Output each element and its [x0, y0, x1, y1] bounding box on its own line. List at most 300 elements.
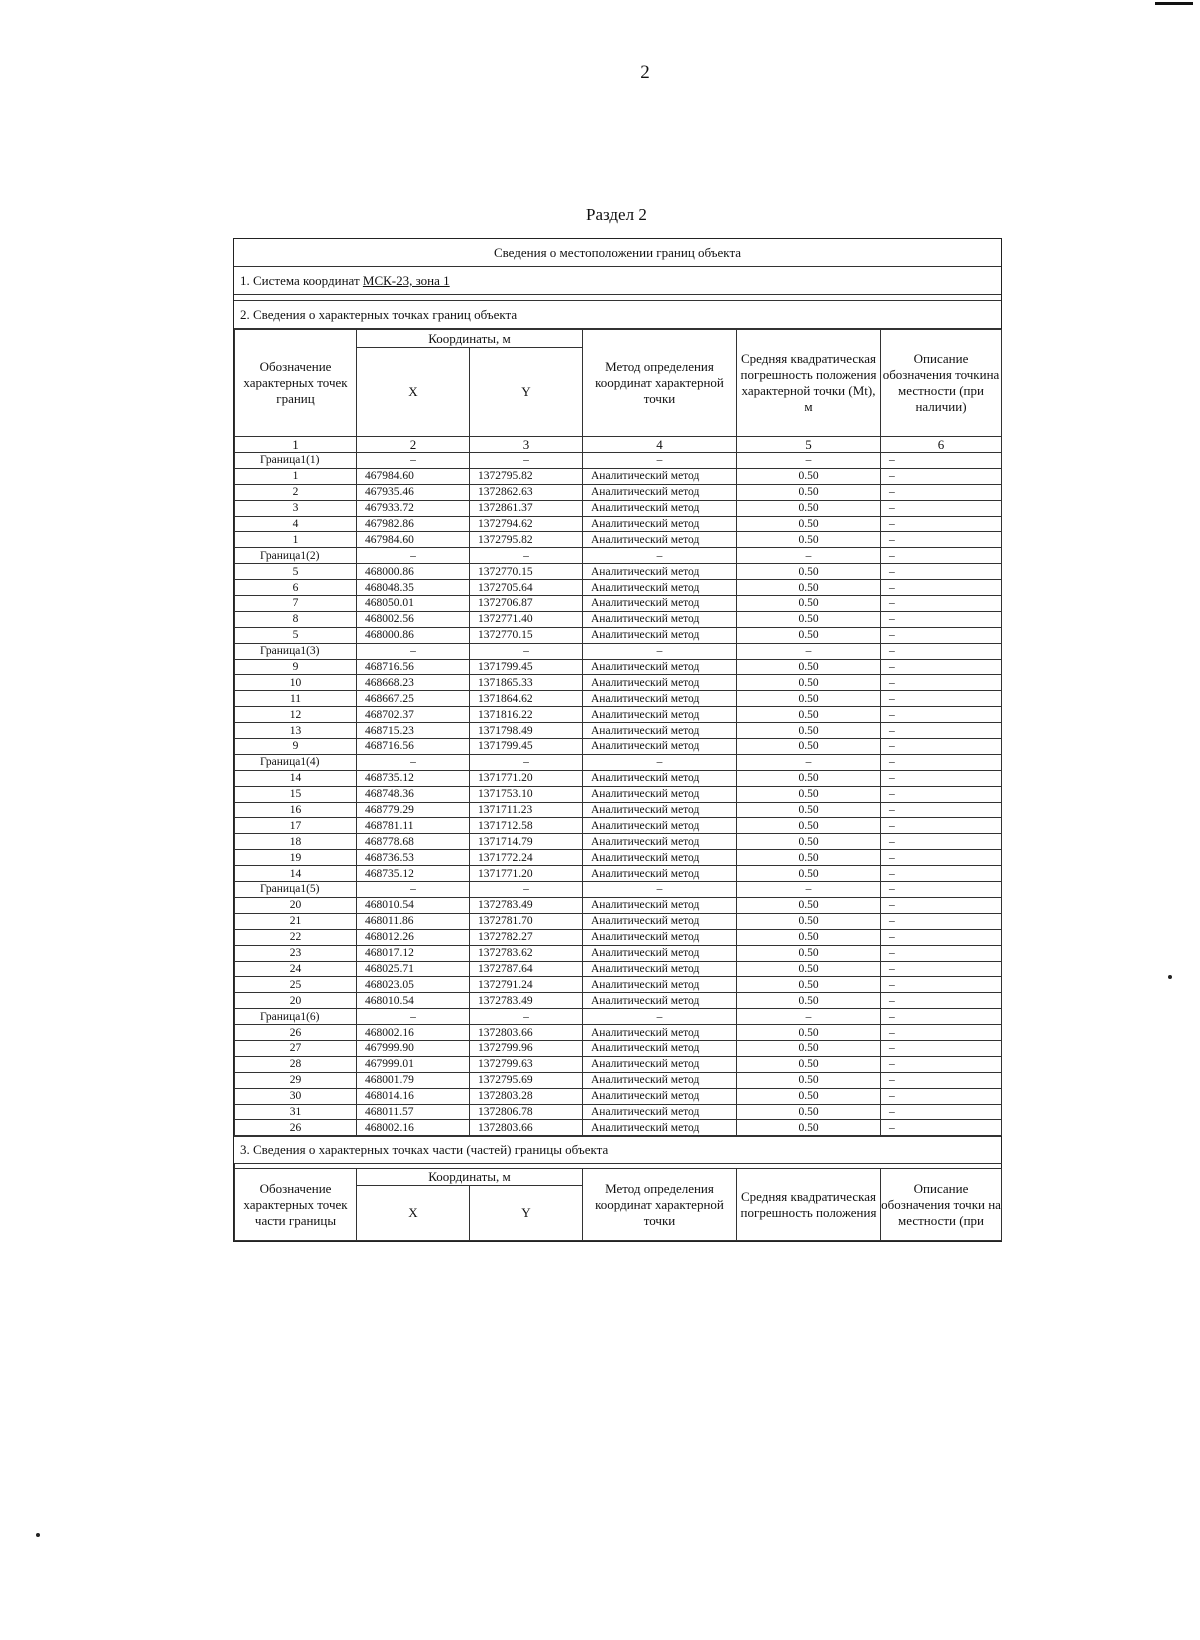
subsection-3-title: 3. Сведения о характерных точках части (частей) границы объекта	[234, 1136, 1001, 1163]
x-value: 468002.56	[357, 611, 470, 627]
y-value: 1372783.62	[470, 945, 583, 961]
point-designation: 26	[235, 1025, 357, 1041]
y-value: 1372770.15	[470, 564, 583, 580]
x-value: 468735.12	[357, 770, 470, 786]
point-row	[235, 834, 1002, 850]
description: –	[881, 945, 1002, 961]
x-value: –	[357, 754, 470, 770]
point-designation: 26	[235, 1120, 357, 1136]
description: –	[881, 961, 1002, 977]
method: Аналитический метод	[583, 596, 737, 612]
point-row	[235, 977, 1002, 993]
scan-corner-mark	[1155, 2, 1193, 5]
description: –	[881, 643, 1002, 659]
point-row	[235, 850, 1002, 866]
description: –	[881, 548, 1002, 564]
x-value: –	[357, 1009, 470, 1025]
method: Аналитический метод	[583, 468, 737, 484]
col-number: 1	[235, 437, 357, 453]
error-value: 0.50	[737, 564, 881, 580]
description: –	[881, 993, 1002, 1009]
point-row	[235, 675, 1002, 691]
error-value: 0.50	[737, 929, 881, 945]
point-row	[235, 1120, 1002, 1136]
y-value: –	[470, 1009, 583, 1025]
y-value: 1371772.24	[470, 850, 583, 866]
y-value: 1372783.49	[470, 897, 583, 913]
description: –	[881, 850, 1002, 866]
description: –	[881, 818, 1002, 834]
part-points-table	[234, 1163, 1002, 1241]
method: Аналитический метод	[583, 834, 737, 850]
method: Аналитический метод	[583, 993, 737, 1009]
description: –	[881, 453, 1002, 469]
point-designation: 1	[235, 468, 357, 484]
x-value: –	[357, 453, 470, 469]
x-value: 468716.56	[357, 739, 470, 755]
method: Аналитический метод	[583, 1120, 737, 1136]
point-designation: Граница1(4)	[235, 754, 357, 770]
error-value: –	[737, 453, 881, 469]
method: Аналитический метод	[583, 786, 737, 802]
error-value: 0.50	[737, 945, 881, 961]
point-designation: 16	[235, 802, 357, 818]
method: Аналитический метод	[583, 723, 737, 739]
x-value: 468017.12	[357, 945, 470, 961]
error-value: 0.50	[737, 977, 881, 993]
y-value: 1371799.45	[470, 739, 583, 755]
y-value: 1372705.64	[470, 580, 583, 596]
error-value: 0.50	[737, 802, 881, 818]
description: –	[881, 675, 1002, 691]
point-designation: Граница1(6)	[235, 1009, 357, 1025]
header-error: Средняя квадратическая погрешность положения характерной точки (Mt), м	[737, 330, 881, 437]
method: Аналитический метод	[583, 516, 737, 532]
error-value: 0.50	[737, 834, 881, 850]
x-value: 468014.16	[357, 1088, 470, 1104]
description: –	[881, 484, 1002, 500]
point-designation: 23	[235, 945, 357, 961]
section-title: Раздел 2	[586, 205, 647, 224]
point-designation: 29	[235, 1072, 357, 1088]
boundary-group-row	[235, 548, 1002, 564]
x-value: 468781.11	[357, 818, 470, 834]
x-value: 468010.54	[357, 993, 470, 1009]
error-value: 0.50	[737, 516, 881, 532]
x-value: 467984.60	[357, 532, 470, 548]
method: Аналитический метод	[583, 739, 737, 755]
description: –	[881, 580, 1002, 596]
x-value: 467999.90	[357, 1040, 470, 1056]
point-row	[235, 516, 1002, 532]
method: –	[583, 643, 737, 659]
method: Аналитический метод	[583, 484, 737, 500]
point-row	[235, 500, 1002, 516]
header-description: Описание обозначения точкина местности (при наличии)	[881, 330, 1002, 437]
y-value: 1371711.23	[470, 802, 583, 818]
y-value: 1372861.37	[470, 500, 583, 516]
description: –	[881, 564, 1002, 580]
y-value: 1372782.27	[470, 929, 583, 945]
description: –	[881, 786, 1002, 802]
y-value: 1371798.49	[470, 723, 583, 739]
scan-speck	[36, 1533, 40, 1537]
method: Аналитический метод	[583, 977, 737, 993]
method: Аналитический метод	[583, 866, 737, 882]
error-value: 0.50	[737, 691, 881, 707]
header3-description: Описание обозначения точки на местности (при	[881, 1169, 1002, 1241]
error-value: 0.50	[737, 1040, 881, 1056]
error-value: 0.50	[737, 850, 881, 866]
point-designation: 13	[235, 723, 357, 739]
x-value: 467984.60	[357, 468, 470, 484]
error-value: 0.50	[737, 500, 881, 516]
point-row	[235, 993, 1002, 1009]
point-row	[235, 945, 1002, 961]
point-row	[235, 961, 1002, 977]
error-value: 0.50	[737, 1088, 881, 1104]
error-value: 0.50	[737, 468, 881, 484]
error-value: –	[737, 754, 881, 770]
point-designation: 28	[235, 1056, 357, 1072]
point-designation: 25	[235, 977, 357, 993]
method: Аналитический метод	[583, 675, 737, 691]
x-value: 468011.57	[357, 1104, 470, 1120]
description: –	[881, 627, 1002, 643]
boundary-group-row	[235, 453, 1002, 469]
points-table	[234, 329, 1002, 1136]
y-value: 1371753.10	[470, 786, 583, 802]
y-value: –	[470, 882, 583, 898]
y-value: 1371712.58	[470, 818, 583, 834]
point-designation: 1	[235, 532, 357, 548]
point-row	[235, 786, 1002, 802]
method: –	[583, 754, 737, 770]
header-y: Y	[470, 348, 583, 437]
error-value: 0.50	[737, 961, 881, 977]
y-value: 1372803.28	[470, 1088, 583, 1104]
y-value: 1371799.45	[470, 659, 583, 675]
error-value: 0.50	[737, 786, 881, 802]
point-designation: 7	[235, 596, 357, 612]
description: –	[881, 1072, 1002, 1088]
y-value: 1372791.24	[470, 977, 583, 993]
point-designation: Граница1(1)	[235, 453, 357, 469]
page-number: 2	[640, 62, 650, 83]
x-value: 468011.86	[357, 913, 470, 929]
y-value: 1372770.15	[470, 627, 583, 643]
error-value: 0.50	[737, 596, 881, 612]
description: –	[881, 1025, 1002, 1041]
description: –	[881, 754, 1002, 770]
y-value: 1372803.66	[470, 1025, 583, 1041]
error-value: 0.50	[737, 611, 881, 627]
point-designation: 3	[235, 500, 357, 516]
method: Аналитический метод	[583, 532, 737, 548]
description: –	[881, 596, 1002, 612]
point-designation: 22	[235, 929, 357, 945]
point-designation: 6	[235, 580, 357, 596]
x-value: 468025.71	[357, 961, 470, 977]
method: Аналитический метод	[583, 580, 737, 596]
description: –	[881, 1104, 1002, 1120]
point-designation: 31	[235, 1104, 357, 1120]
point-designation: Граница1(5)	[235, 882, 357, 898]
point-designation: 8	[235, 611, 357, 627]
description: –	[881, 1009, 1002, 1025]
description: –	[881, 468, 1002, 484]
method: –	[583, 548, 737, 564]
point-designation: 17	[235, 818, 357, 834]
y-value: 1372781.70	[470, 913, 583, 929]
method: Аналитический метод	[583, 1056, 737, 1072]
point-row	[235, 1056, 1002, 1072]
col-number: 2	[357, 437, 470, 453]
point-row	[235, 1104, 1002, 1120]
method: Аналитический метод	[583, 897, 737, 913]
header-designation: Обозначение характерных точек границ	[235, 330, 357, 437]
y-value: 1372787.64	[470, 961, 583, 977]
point-designation: 4	[235, 516, 357, 532]
description: –	[881, 1088, 1002, 1104]
point-designation: 18	[235, 834, 357, 850]
error-value: 0.50	[737, 1025, 881, 1041]
point-row	[235, 484, 1002, 500]
method: Аналитический метод	[583, 913, 737, 929]
description: –	[881, 611, 1002, 627]
method: Аналитический метод	[583, 961, 737, 977]
x-value: 468748.36	[357, 786, 470, 802]
coord-system-value: МСК-23, зона 1	[362, 273, 450, 288]
scan-speck	[1168, 975, 1172, 979]
point-row	[235, 564, 1002, 580]
x-value: 468778.68	[357, 834, 470, 850]
x-value: 468000.86	[357, 627, 470, 643]
method: Аналитический метод	[583, 1088, 737, 1104]
description: –	[881, 723, 1002, 739]
error-value: 0.50	[737, 723, 881, 739]
method: Аналитический метод	[583, 802, 737, 818]
method: Аналитический метод	[583, 1025, 737, 1041]
point-designation: 20	[235, 993, 357, 1009]
x-value: 468001.79	[357, 1072, 470, 1088]
col-number: 4	[583, 437, 737, 453]
x-value: –	[357, 643, 470, 659]
header3-coords: Координаты, м	[357, 1169, 583, 1186]
y-value: 1372795.82	[470, 532, 583, 548]
point-designation: Граница1(3)	[235, 643, 357, 659]
description: –	[881, 913, 1002, 929]
y-value: 1371771.20	[470, 770, 583, 786]
error-value: –	[737, 643, 881, 659]
point-row	[235, 611, 1002, 627]
error-value: 0.50	[737, 1120, 881, 1136]
y-value: 1372862.63	[470, 484, 583, 500]
point-row	[235, 707, 1002, 723]
point-row	[235, 627, 1002, 643]
point-designation: 14	[235, 770, 357, 786]
y-value: 1372771.40	[470, 611, 583, 627]
y-value: 1372795.69	[470, 1072, 583, 1088]
coord-system-prefix: 1. Система координат	[240, 273, 363, 288]
boundary-group-row	[235, 1009, 1002, 1025]
error-value: 0.50	[737, 484, 881, 500]
y-value: 1371816.22	[470, 707, 583, 723]
col-number: 3	[470, 437, 583, 453]
x-value: 468023.05	[357, 977, 470, 993]
description: –	[881, 834, 1002, 850]
y-value: 1371714.79	[470, 834, 583, 850]
error-value: 0.50	[737, 580, 881, 596]
description: –	[881, 500, 1002, 516]
method: Аналитический метод	[583, 818, 737, 834]
description: –	[881, 707, 1002, 723]
point-designation: 20	[235, 897, 357, 913]
description: –	[881, 1056, 1002, 1072]
point-row	[235, 723, 1002, 739]
header3-method: Метод определения координат характерной точки	[583, 1169, 737, 1241]
y-value: 1372783.49	[470, 993, 583, 1009]
header3-x: X	[357, 1186, 470, 1241]
description: –	[881, 1040, 1002, 1056]
header-coords: Координаты, м	[357, 330, 583, 348]
point-row	[235, 1072, 1002, 1088]
description: –	[881, 516, 1002, 532]
y-value: 1372799.63	[470, 1056, 583, 1072]
x-value: 467999.01	[357, 1056, 470, 1072]
point-row	[235, 580, 1002, 596]
error-value: 0.50	[737, 1056, 881, 1072]
error-value: –	[737, 882, 881, 898]
point-designation: 9	[235, 659, 357, 675]
y-value: –	[470, 548, 583, 564]
description: –	[881, 1120, 1002, 1136]
x-value: 468000.86	[357, 564, 470, 580]
header3-error: Средняя квадратическая погрешность положения	[737, 1169, 881, 1241]
col-number: 6	[881, 437, 1002, 453]
point-designation: 10	[235, 675, 357, 691]
x-value: –	[357, 548, 470, 564]
y-value: 1372706.87	[470, 596, 583, 612]
x-value: –	[357, 882, 470, 898]
method: –	[583, 1009, 737, 1025]
point-designation: 2	[235, 484, 357, 500]
description: –	[881, 659, 1002, 675]
error-value: 0.50	[737, 993, 881, 1009]
coord-system-line	[234, 267, 1001, 295]
x-value: 468010.54	[357, 897, 470, 913]
point-row	[235, 532, 1002, 548]
description: –	[881, 802, 1002, 818]
point-designation: 27	[235, 1040, 357, 1056]
col-number: 5	[737, 437, 881, 453]
y-value: –	[470, 754, 583, 770]
point-designation: 11	[235, 691, 357, 707]
description: –	[881, 770, 1002, 786]
point-designation: 30	[235, 1088, 357, 1104]
point-row	[235, 802, 1002, 818]
header3-designation: Обозначение характерных точек части границы	[235, 1169, 357, 1241]
description: –	[881, 882, 1002, 898]
description: –	[881, 897, 1002, 913]
method: Аналитический метод	[583, 770, 737, 786]
point-designation: 12	[235, 707, 357, 723]
x-value: 468002.16	[357, 1025, 470, 1041]
x-value: 468702.37	[357, 707, 470, 723]
point-row	[235, 468, 1002, 484]
point-row	[235, 913, 1002, 929]
point-designation: 14	[235, 866, 357, 882]
y-value: 1372799.96	[470, 1040, 583, 1056]
point-row	[235, 1088, 1002, 1104]
x-value: 467935.46	[357, 484, 470, 500]
x-value: 468715.23	[357, 723, 470, 739]
x-value: 467982.86	[357, 516, 470, 532]
point-row	[235, 739, 1002, 755]
error-value: 0.50	[737, 659, 881, 675]
description: –	[881, 977, 1002, 993]
point-row	[235, 659, 1002, 675]
x-value: 468012.26	[357, 929, 470, 945]
subsection-2-title: 2. Сведения о характерных точках границ объекта	[234, 301, 1001, 329]
y-value: –	[470, 453, 583, 469]
x-value: 468779.29	[357, 802, 470, 818]
method: Аналитический метод	[583, 500, 737, 516]
header-method: Метод определения координат характерной точки	[583, 330, 737, 437]
point-designation: 15	[235, 786, 357, 802]
x-value: 468668.23	[357, 675, 470, 691]
point-row	[235, 1040, 1002, 1056]
description: –	[881, 532, 1002, 548]
table-title: Сведения о местоположении границ объекта	[234, 239, 1001, 267]
error-value: 0.50	[737, 1104, 881, 1120]
point-designation: 21	[235, 913, 357, 929]
point-row	[235, 770, 1002, 786]
point-row	[235, 866, 1002, 882]
point-row	[235, 929, 1002, 945]
point-row	[235, 1025, 1002, 1041]
y-value: 1372803.66	[470, 1120, 583, 1136]
x-value: 468002.16	[357, 1120, 470, 1136]
point-designation: 24	[235, 961, 357, 977]
point-designation: 5	[235, 564, 357, 580]
error-value: 0.50	[737, 532, 881, 548]
method: Аналитический метод	[583, 1040, 737, 1056]
point-designation: 9	[235, 739, 357, 755]
x-value: 467933.72	[357, 500, 470, 516]
error-value: 0.50	[737, 897, 881, 913]
point-designation: Граница1(2)	[235, 548, 357, 564]
x-value: 468736.53	[357, 850, 470, 866]
description: –	[881, 866, 1002, 882]
error-value: 0.50	[737, 913, 881, 929]
method: Аналитический метод	[583, 627, 737, 643]
description: –	[881, 739, 1002, 755]
error-value: 0.50	[737, 1072, 881, 1088]
header3-y: Y	[470, 1186, 583, 1241]
method: Аналитический метод	[583, 850, 737, 866]
x-value: 468048.35	[357, 580, 470, 596]
boundary-group-row	[235, 882, 1002, 898]
y-value: 1371864.62	[470, 691, 583, 707]
boundary-table-sheet	[233, 238, 1002, 1242]
column-numbers-row	[235, 437, 1002, 453]
point-designation: 5	[235, 627, 357, 643]
y-value: 1372794.62	[470, 516, 583, 532]
x-value: 468667.25	[357, 691, 470, 707]
y-value: 1371771.20	[470, 866, 583, 882]
point-designation: 19	[235, 850, 357, 866]
